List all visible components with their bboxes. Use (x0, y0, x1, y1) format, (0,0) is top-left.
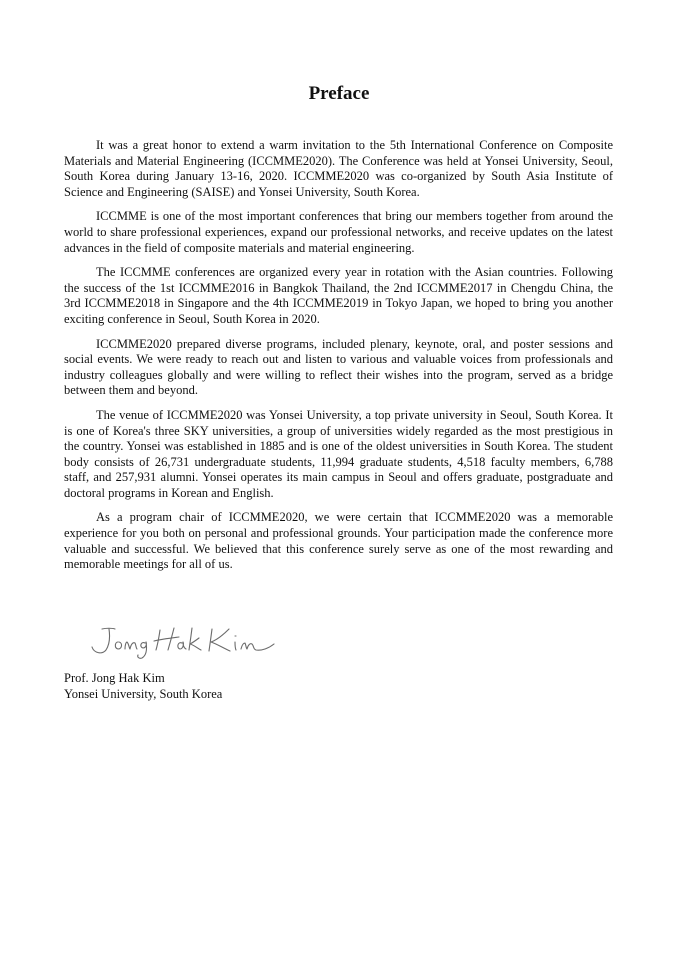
preface-body (64, 138, 613, 582)
paragraph-venue: The venue of ICCMME2020 was Yonsei University, a top private university in Seoul, South Korea. It is one of Korea's three SKY universities, a group of universities widely regarded as the most prestigious in the country. Yonsei was established in 1885 and is one of the oldest universities in South Korea. The student body consists of 26,731 undergraduate students, 11,994 graduate students, 4,518 faculty members, 6,788 staff, and 257,931 alumni. Yonsei operates its main campus in Seoul and offers graduate, postgraduate and doctoral programs in Korean and English. (64, 407, 613, 500)
signature-block (64, 671, 222, 702)
paragraph-history: The ICCMME conferences are organized every year in rotation with the Asian countries. Following the success of the 1st ICCMME2016 in Bangkok Thailand, the 2nd ICCMME2017 in Chengdu China, the 3rd ICCMME2018 in Singapore and the 4th ICCMME2019 in Tokyo Japan, we hoped to bring you another exciting conference in Seoul, South Korea in 2020. (64, 265, 613, 326)
signatory-name: Prof. Jong Hak Kim (64, 671, 165, 685)
page-title: Preface (308, 83, 370, 104)
paragraph-closing: As a program chair of ICCMME2020, we were certain that ICCMME2020 was a memorable experience for you both on personal and professional grounds. Your participation made the conference more valuable and successful. We believed that this conference surely serve as one of the most rewarding and memorable meetings for all of us. (64, 510, 613, 572)
paragraph-invitation: It was a great honor to extend a warm invitation to the 5th International Conference on Composite Materials and Material Engineering (ICCMME2020). The Conference was held at Yonsei University, Seoul, South Korea during January 13-16, 2020. ICCMME2020 was co-organized by South Asia Institute of Science and Engineering (SAISE) and Yonsei University, South Korea. (64, 138, 613, 199)
paragraph-importance: ICCMME is one of the most important conferences that bring our members together from around the world to share professional experiences, expand our professional networks, and receive updates on the latest advances in the field of composite materials and material engineering. (64, 209, 613, 255)
signatory-affiliation: Yonsei University, South Korea (64, 686, 223, 701)
paragraph-programs: ICCMME2020 prepared diverse programs, included plenary, keynote, oral, and poster sessions and social events. We were ready to reach out and listen to various and valuable voices from professionals and industry colleagues globally and were willing to reflect their wishes into the program, served as a bridge between them and beyond. (64, 336, 613, 398)
handwritten-signature (84, 620, 284, 664)
